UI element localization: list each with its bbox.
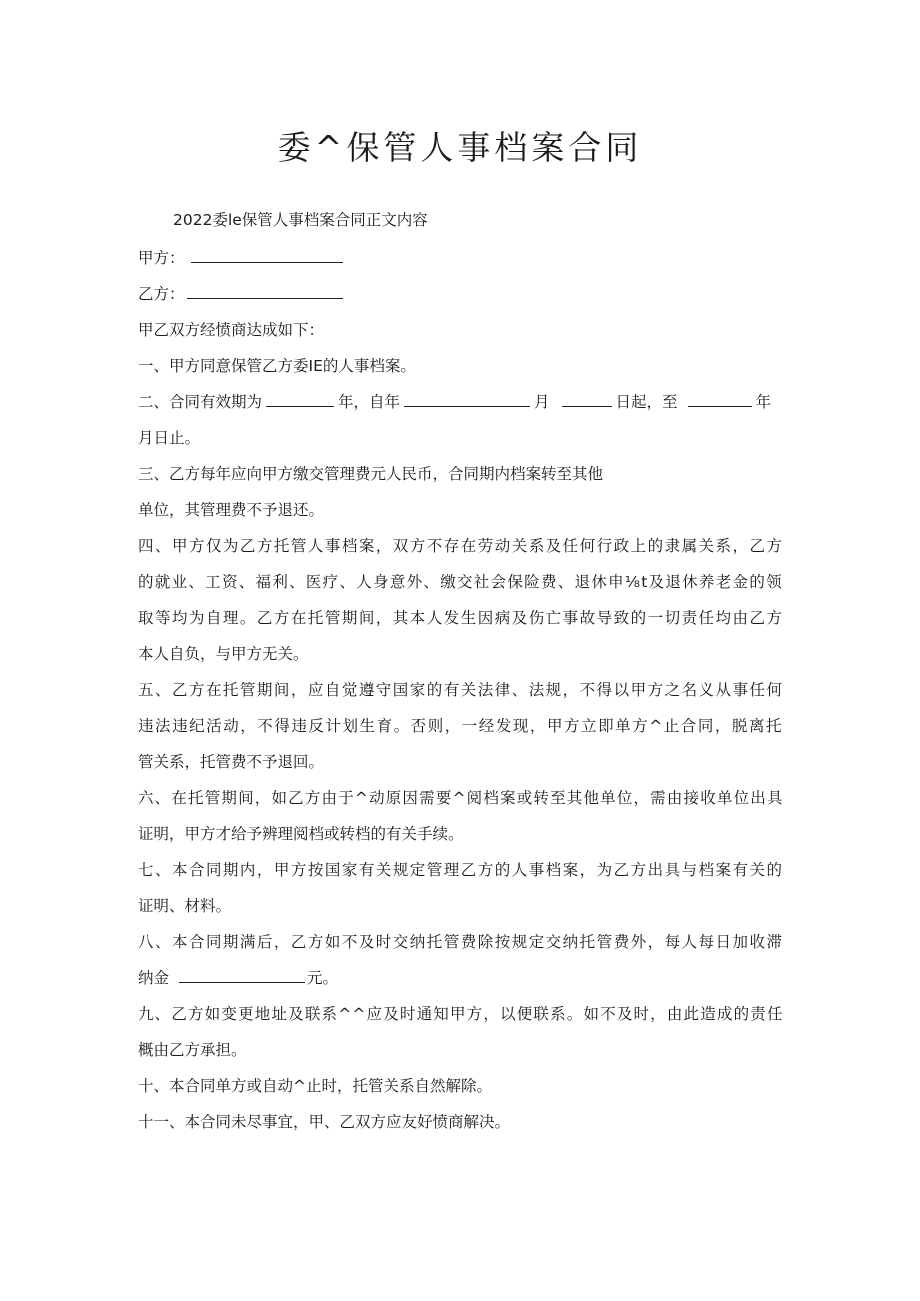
blank-term-years [266,405,334,407]
clause-7-line-2: 证明、材料。 [138,897,232,915]
clause-4-line-3: 取等均为自理。乙方在托管期间，其本人发生因病及伤亡事故导致的一切责任均由乙方 [138,609,784,627]
blank-start-month [562,405,612,407]
party-b-line [138,282,343,304]
clause-6-line-1: 六、在托管期间，如乙方由于^动原因需要^阅档案或转至其他单位，需由接收单位出具 [138,789,784,807]
clause-8-part-2: 元。 [307,969,339,987]
clause-8-part-1: 纳金 [138,969,170,987]
clause-2-part-2: 年，自年 [338,393,401,411]
blank-start-year [404,405,530,407]
clause-8-line-1: 八、本合同期满后，乙方如不及时交纳托管费除按规定交纳托管费外，每人每日加收滞 [138,933,784,951]
blank-late-fee [179,981,305,983]
clause-2-line-1 [138,390,782,412]
document-title: 委^保管人事档案合同 [277,128,643,167]
clause-5-line-1: 五、乙方在托管期间，应自觉遵守国家的有关法律、法规，不得以甲方之名义从事任何 [138,681,784,699]
clause-3-line-1: 三、乙方每年应向甲方缴交管理费元人民币，合同期内档案转至其他 [138,465,604,483]
clause-8-line-2 [138,966,338,988]
clause-3-line-2: 单位，其管理费不予退还。 [138,501,325,519]
party-b-blank [187,297,343,299]
party-a-line [138,246,343,268]
clause-9-line-1: 九、乙方如变更地址及联系^^应及时通知甲方，以便联系。如不及时，由此造成的责任 [138,1005,784,1023]
clause-4-line-4: 本人自负，与甲方无关。 [138,645,309,663]
clause-2-part-3: 月 [534,393,550,411]
clause-4-line-2: 的就业、工资、福利、医疗、人身意外、缴交社会保险费、退休申⅛t及退休养老金的领 [138,573,783,591]
clause-7-line-1: 七、本合同期内，甲方按国家有关规定管理乙方的人事档案，为乙方出具与档案有关的 [138,861,784,879]
clause-2-part-5: 年 [755,393,772,411]
clause-9-line-2: 概由乙方承担。 [138,1041,247,1059]
clause-5-line-2: 违法违纪活动，不得违反计划生育。否则，一经发现，甲方立即单方^止合同，脱离托 [138,717,784,735]
clause-2-part-4: 日起，至 [615,393,678,411]
document-subtitle: 2022委le保管人事档案合同正文内容 [173,211,428,229]
party-b-label: 乙方： [138,285,185,303]
clause-2-part-1: 二、合同有效期为 [138,393,263,411]
clause-2-line-2: 月日止。 [138,429,201,447]
clause-4-line-1: 四、甲方仅为乙方托管人事档案，双方不存在劳动关系及任何行政上的隶属关系，乙方 [138,537,784,555]
party-a-blank [191,261,343,263]
party-a-label: 甲方： [138,249,185,267]
clause-5-line-3: 管关系，托管费不予退回。 [138,753,325,771]
blank-end-year [688,405,752,407]
clause-6-line-2: 证明，甲方才给予辨理阅档或转档的有关手续。 [138,825,464,843]
intro-text: 甲乙双方经愤商达成如下： [138,321,325,339]
clause-11: 十一、本合同未尽事宜，甲、乙双方应友好愤商解决。 [138,1113,511,1131]
clause-10: 十、本合同单方或自动^止时，托管关系自然解除。 [138,1077,492,1095]
clause-1: 一、甲方同意保管乙方委IE的人事档案。 [138,357,416,375]
